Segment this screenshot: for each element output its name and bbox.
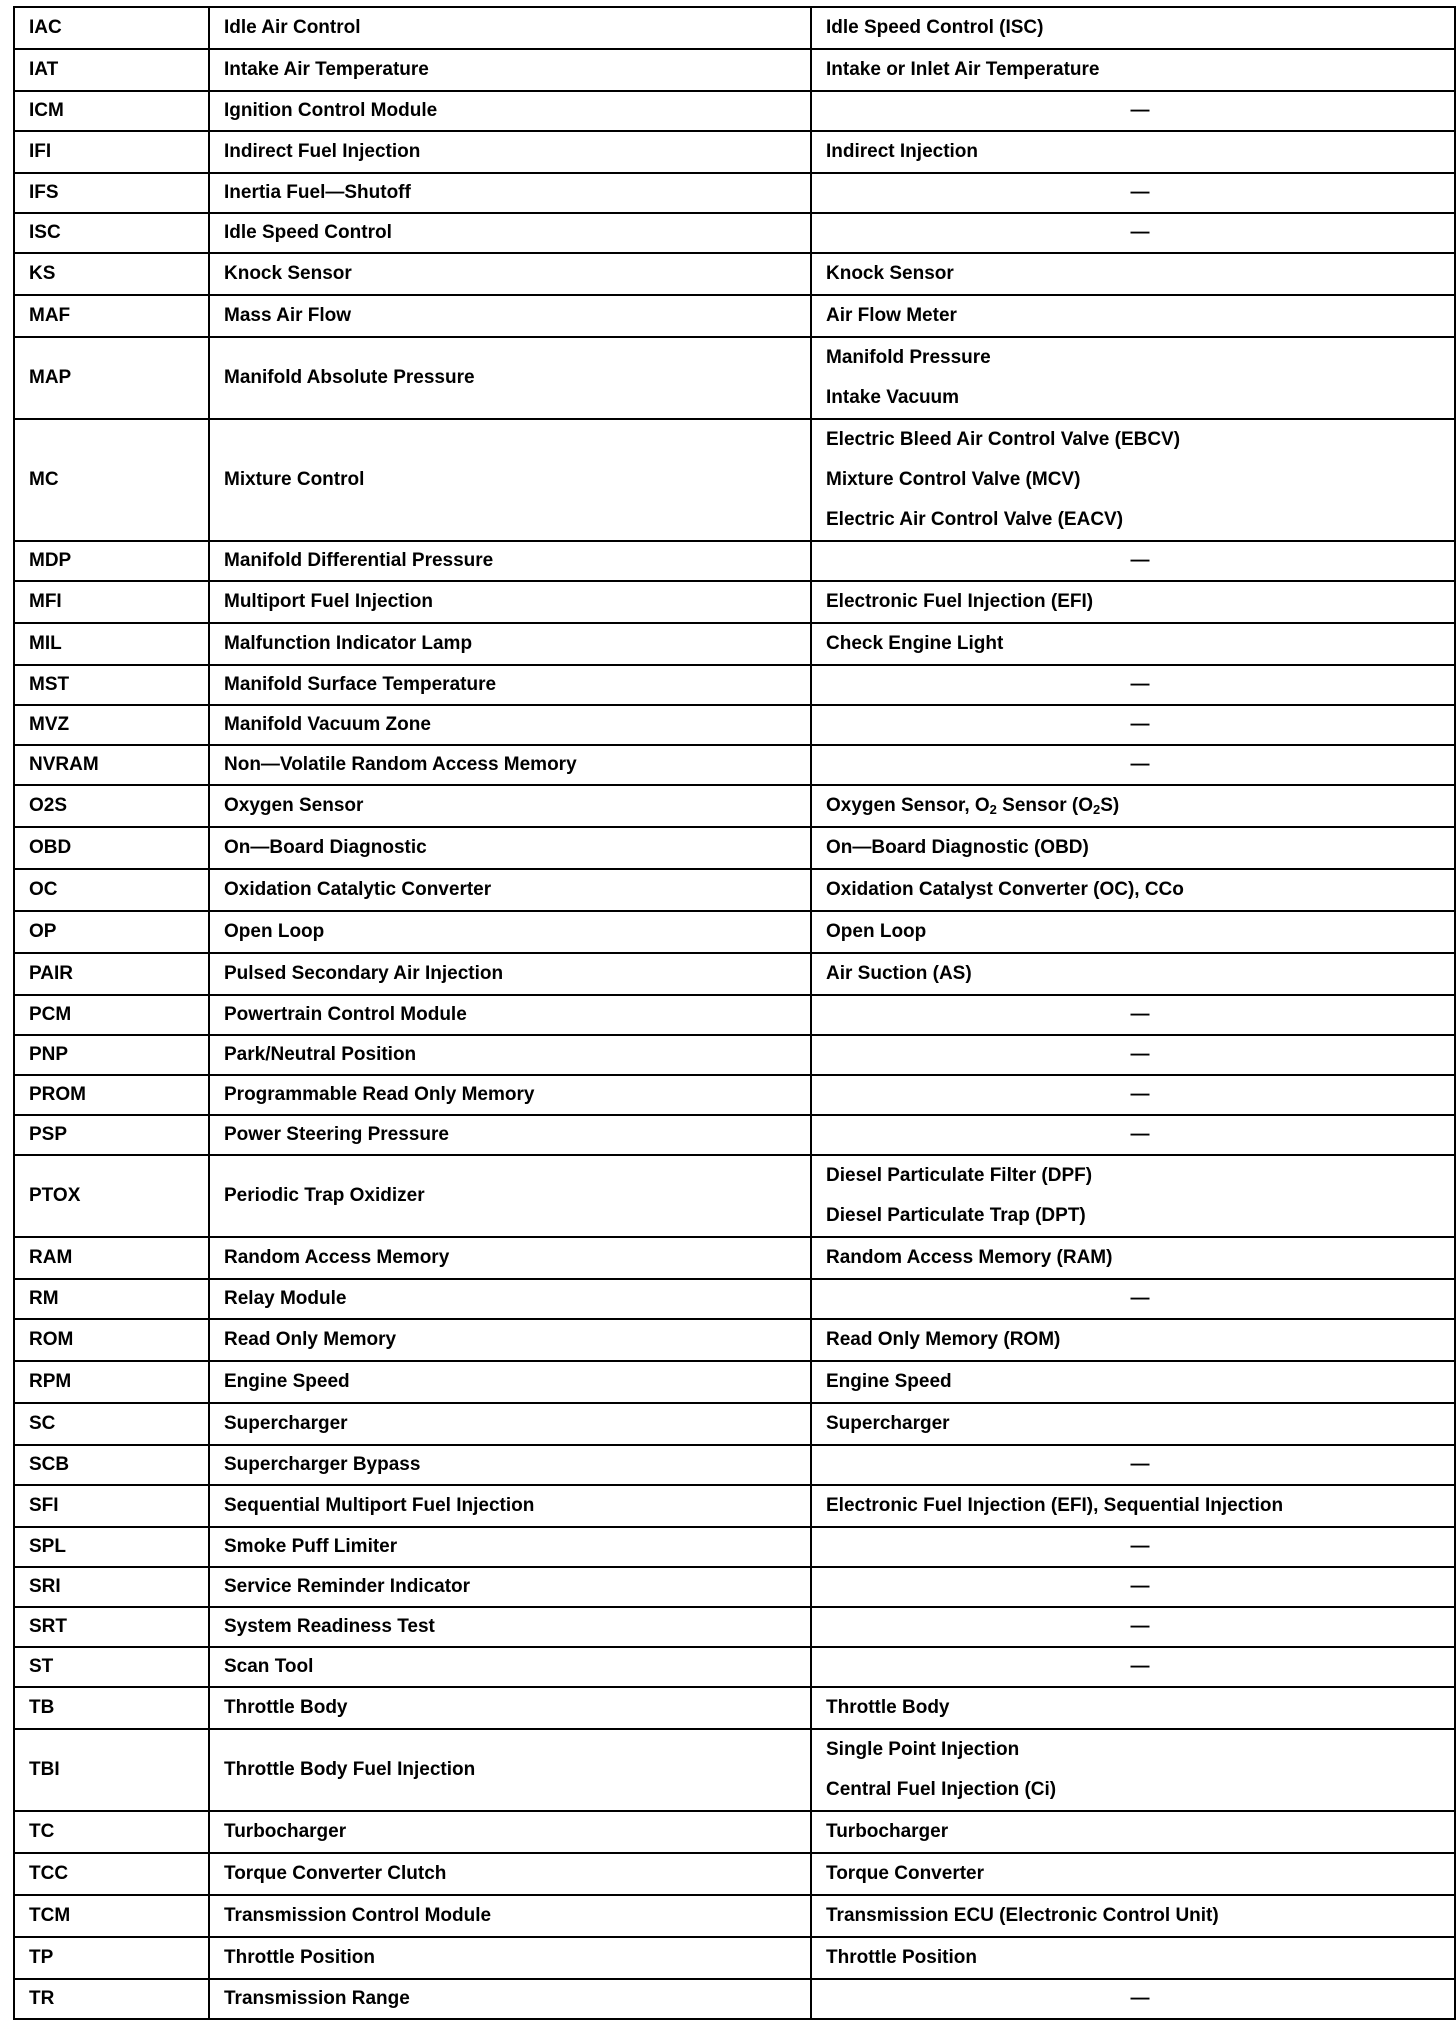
table-row <box>14 295 1455 337</box>
abbreviation-cell: MDP <box>14 541 209 581</box>
term-cell: Park/Neutral Position <box>209 1035 811 1075</box>
equivalent-cell <box>811 581 1455 623</box>
table-row <box>14 1937 1455 1979</box>
term-cell: Read Only Memory <box>209 1319 811 1361</box>
equivalent-term: Indirect Injection <box>826 141 979 162</box>
table-row <box>14 1853 1455 1895</box>
table-row <box>14 1115 1455 1155</box>
equivalent-cell <box>811 1687 1455 1729</box>
term-cell: Throttle Position <box>209 1937 811 1979</box>
equivalent-cell <box>811 419 1455 541</box>
abbreviation-cell: IFI <box>14 131 209 173</box>
table-row <box>14 419 1455 541</box>
term-cell: Multiport Fuel Injection <box>209 581 811 623</box>
equivalent-cell <box>811 1853 1455 1895</box>
equivalent-empty-cell: — <box>811 1115 1455 1155</box>
equivalent-term: Knock Sensor <box>826 263 954 284</box>
abbreviations-table <box>13 6 1456 2020</box>
equivalent-term: Electronic Fuel Injection (EFI) <box>826 591 1094 612</box>
equivalent-cell <box>811 7 1455 49</box>
equivalent-term: Transmission ECU (Electronic Control Unit) <box>826 1905 1219 1926</box>
equivalent-term: Oxidation Catalyst Converter (OC), CCo <box>826 879 1184 900</box>
term-cell: Throttle Body Fuel Injection <box>209 1729 811 1811</box>
term-cell: Oxidation Catalytic Converter <box>209 869 811 911</box>
table-row <box>14 91 1455 131</box>
term-cell: System Readiness Test <box>209 1607 811 1647</box>
term-cell: Oxygen Sensor <box>209 785 811 827</box>
term-cell: Throttle Body <box>209 1687 811 1729</box>
abbreviation-cell: MVZ <box>14 705 209 745</box>
table-row <box>14 785 1455 827</box>
term-cell: Supercharger <box>209 1403 811 1445</box>
table-row <box>14 49 1455 91</box>
equivalent-empty-cell: — <box>811 665 1455 705</box>
table-row <box>14 173 1455 213</box>
abbreviation-cell: SRT <box>14 1607 209 1647</box>
term-cell: Ignition Control Module <box>209 91 811 131</box>
abbreviation-cell: NVRAM <box>14 745 209 785</box>
abbreviation-cell: PNP <box>14 1035 209 1075</box>
equivalent-cell <box>811 827 1455 869</box>
table-body <box>14 7 1455 2019</box>
equivalent-cell <box>811 1729 1455 1811</box>
equivalent-empty-cell: — <box>811 1979 1455 2019</box>
equivalent-cell <box>811 1361 1455 1403</box>
term-cell: Idle Speed Control <box>209 213 811 253</box>
term-cell: Intake Air Temperature <box>209 49 811 91</box>
equivalent-term: Random Access Memory (RAM) <box>826 1247 1113 1268</box>
term-cell: Manifold Surface Temperature <box>209 665 811 705</box>
abbreviation-cell: TR <box>14 1979 209 2019</box>
equivalent-term: Diesel Particulate Trap (DPT) <box>826 1205 1086 1226</box>
term-cell: Idle Air Control <box>209 7 811 49</box>
table-row <box>14 665 1455 705</box>
term-cell: Mass Air Flow <box>209 295 811 337</box>
table-row <box>14 1485 1455 1527</box>
term-cell: Open Loop <box>209 911 811 953</box>
table-row <box>14 1403 1455 1445</box>
term-cell: Manifold Absolute Pressure <box>209 337 811 419</box>
equivalent-cell <box>811 869 1455 911</box>
term-cell: Inertia Fuel—Shutoff <box>209 173 811 213</box>
table-row <box>14 1729 1455 1811</box>
equivalent-term: Oxygen Sensor, $O_2$ Sensor $(O_2S)$ <box>826 795 1120 817</box>
term-cell: Pulsed Secondary Air Injection <box>209 953 811 995</box>
abbreviation-cell: IFS <box>14 173 209 213</box>
table-row <box>14 1607 1455 1647</box>
abbreviation-cell: SCB <box>14 1445 209 1485</box>
term-cell: Engine Speed <box>209 1361 811 1403</box>
term-cell: Manifold Differential Pressure <box>209 541 811 581</box>
equivalent-empty-cell: — <box>811 1607 1455 1647</box>
abbreviation-cell: MST <box>14 665 209 705</box>
table-row <box>14 953 1455 995</box>
abbreviation-cell: SRI <box>14 1567 209 1607</box>
table-row <box>14 1237 1455 1279</box>
equivalent-term: Air Flow Meter <box>826 305 957 326</box>
abbreviation-cell: SC <box>14 1403 209 1445</box>
abbreviation-cell: MC <box>14 419 209 541</box>
equivalent-empty-cell: — <box>811 1279 1455 1319</box>
term-cell: Mixture Control <box>209 419 811 541</box>
equivalent-empty-cell: — <box>811 213 1455 253</box>
table-row <box>14 213 1455 253</box>
table-row <box>14 705 1455 745</box>
abbreviation-cell: OBD <box>14 827 209 869</box>
table-row <box>14 1361 1455 1403</box>
table-row <box>14 1279 1455 1319</box>
equivalent-empty-cell: — <box>811 1445 1455 1485</box>
term-cell: Scan Tool <box>209 1647 811 1687</box>
abbreviation-cell: PSP <box>14 1115 209 1155</box>
equivalent-empty-cell: — <box>811 541 1455 581</box>
term-cell: Random Access Memory <box>209 1237 811 1279</box>
term-cell: Non—Volatile Random Access Memory <box>209 745 811 785</box>
term-cell: Malfunction Indicator Lamp <box>209 623 811 665</box>
equivalent-term: Intake Vacuum <box>826 387 960 408</box>
term-cell: Transmission Control Module <box>209 1895 811 1937</box>
equivalent-term: Intake or Inlet Air Temperature <box>826 59 1100 80</box>
equivalent-term: Turbocharger <box>826 1821 949 1842</box>
abbreviation-cell: ROM <box>14 1319 209 1361</box>
equivalent-cell <box>811 1811 1455 1853</box>
abbreviation-cell: TBI <box>14 1729 209 1811</box>
abbreviation-cell: O2S <box>14 785 209 827</box>
abbreviation-cell: PTOX <box>14 1155 209 1237</box>
table-row <box>14 1527 1455 1567</box>
table-row <box>14 541 1455 581</box>
table-row <box>14 995 1455 1035</box>
abbreviation-cell: OP <box>14 911 209 953</box>
equivalent-empty-cell: — <box>811 995 1455 1035</box>
abbreviation-cell: ST <box>14 1647 209 1687</box>
term-cell: Sequential Multiport Fuel Injection <box>209 1485 811 1527</box>
equivalent-cell <box>811 1155 1455 1237</box>
equivalent-term: Idle Speed Control (ISC) <box>826 17 1044 38</box>
equivalent-empty-cell: — <box>811 1527 1455 1567</box>
table-row <box>14 1895 1455 1937</box>
abbreviation-cell: TC <box>14 1811 209 1853</box>
equivalent-term: Check Engine Light <box>826 633 1004 654</box>
equivalent-term: Air Suction (AS) <box>826 963 972 984</box>
equivalent-term: Central Fuel Injection (Ci) <box>826 1779 1057 1800</box>
table-row <box>14 7 1455 49</box>
equivalent-term: Torque Converter <box>826 1863 985 1884</box>
equivalent-empty-cell: — <box>811 91 1455 131</box>
term-cell: Indirect Fuel Injection <box>209 131 811 173</box>
term-cell: Relay Module <box>209 1279 811 1319</box>
abbreviation-cell: TCM <box>14 1895 209 1937</box>
term-cell: Knock Sensor <box>209 253 811 295</box>
table-row <box>14 1567 1455 1607</box>
equivalent-term: Single Point Injection <box>826 1739 1020 1760</box>
equivalent-cell <box>811 1937 1455 1979</box>
abbreviation-cell: SFI <box>14 1485 209 1527</box>
equivalent-term: Manifold Pressure <box>826 347 991 368</box>
abbreviation-cell: PROM <box>14 1075 209 1115</box>
table-row <box>14 1155 1455 1237</box>
equivalent-cell <box>811 623 1455 665</box>
term-cell: Periodic Trap Oxidizer <box>209 1155 811 1237</box>
equivalent-cell <box>811 131 1455 173</box>
equivalent-term: Electric Bleed Air Control Valve (EBCV) <box>826 429 1181 450</box>
equivalent-term: Read Only Memory (ROM) <box>826 1329 1061 1350</box>
table-row <box>14 1647 1455 1687</box>
equivalent-term: Throttle Body <box>826 1697 950 1718</box>
abbreviation-cell: TP <box>14 1937 209 1979</box>
abbreviation-cell: SPL <box>14 1527 209 1567</box>
table-row <box>14 869 1455 911</box>
equivalent-empty-cell: — <box>811 1647 1455 1687</box>
equivalent-cell <box>811 1403 1455 1445</box>
abbreviation-cell: RAM <box>14 1237 209 1279</box>
table-row <box>14 1319 1455 1361</box>
abbreviation-cell: RM <box>14 1279 209 1319</box>
table-row <box>14 827 1455 869</box>
table-row <box>14 581 1455 623</box>
term-cell: Supercharger Bypass <box>209 1445 811 1485</box>
equivalent-empty-cell: — <box>811 705 1455 745</box>
equivalent-empty-cell: — <box>811 1075 1455 1115</box>
table-row <box>14 1979 1455 2019</box>
equivalent-empty-cell: — <box>811 173 1455 213</box>
abbreviation-cell: OC <box>14 869 209 911</box>
equivalent-term: Engine Speed <box>826 1371 952 1392</box>
table-row <box>14 337 1455 419</box>
equivalent-term: Throttle Position <box>826 1947 977 1968</box>
abbreviation-cell: MFI <box>14 581 209 623</box>
term-cell: Powertrain Control Module <box>209 995 811 1035</box>
equivalent-cell <box>811 1319 1455 1361</box>
table-row <box>14 745 1455 785</box>
abbreviation-cell: MAP <box>14 337 209 419</box>
equivalent-term: Open Loop <box>826 921 927 942</box>
abbreviation-cell: KS <box>14 253 209 295</box>
equivalent-cell <box>811 953 1455 995</box>
equivalent-term: On—Board Diagnostic (OBD) <box>826 837 1089 858</box>
abbreviation-cell: ICM <box>14 91 209 131</box>
abbreviation-cell: IAT <box>14 49 209 91</box>
term-cell: Service Reminder Indicator <box>209 1567 811 1607</box>
equivalent-term: Electric Air Control Valve (EACV) <box>826 509 1124 530</box>
equivalent-cell <box>811 337 1455 419</box>
table-row <box>14 1075 1455 1115</box>
term-cell: Turbocharger <box>209 1811 811 1853</box>
equivalent-cell <box>811 295 1455 337</box>
equivalent-cell <box>811 785 1455 827</box>
term-cell: On—Board Diagnostic <box>209 827 811 869</box>
table-row <box>14 1687 1455 1729</box>
equivalent-empty-cell: — <box>811 1035 1455 1075</box>
term-cell: Manifold Vacuum Zone <box>209 705 811 745</box>
equivalent-empty-cell: — <box>811 745 1455 785</box>
abbreviation-cell: PAIR <box>14 953 209 995</box>
term-cell: Transmission Range <box>209 1979 811 2019</box>
equivalent-term: Supercharger <box>826 1413 950 1434</box>
equivalent-cell <box>811 253 1455 295</box>
equivalent-cell <box>811 1485 1455 1527</box>
abbreviation-cell: MAF <box>14 295 209 337</box>
equivalent-term: Electronic Fuel Injection (EFI), Sequential Injection <box>826 1495 1284 1516</box>
abbreviation-cell: RPM <box>14 1361 209 1403</box>
table-row <box>14 253 1455 295</box>
table-row <box>14 1811 1455 1853</box>
equivalent-cell <box>811 1895 1455 1937</box>
equivalent-cell <box>811 49 1455 91</box>
abbreviation-cell: MIL <box>14 623 209 665</box>
abbreviation-cell: TB <box>14 1687 209 1729</box>
equivalent-empty-cell: — <box>811 1567 1455 1607</box>
equivalent-cell <box>811 1237 1455 1279</box>
table-row <box>14 1445 1455 1485</box>
table-row <box>14 911 1455 953</box>
abbreviation-cell: ISC <box>14 213 209 253</box>
equivalent-term: Diesel Particulate Filter (DPF) <box>826 1165 1093 1186</box>
table-row <box>14 131 1455 173</box>
abbreviation-cell: PCM <box>14 995 209 1035</box>
abbreviation-cell: TCC <box>14 1853 209 1895</box>
term-cell: Power Steering Pressure <box>209 1115 811 1155</box>
table-row <box>14 1035 1455 1075</box>
abbreviation-cell: IAC <box>14 7 209 49</box>
table-row <box>14 623 1455 665</box>
term-cell: Programmable Read Only Memory <box>209 1075 811 1115</box>
equivalent-term: Mixture Control Valve (MCV) <box>826 469 1081 490</box>
term-cell: Torque Converter Clutch <box>209 1853 811 1895</box>
equivalent-cell <box>811 911 1455 953</box>
term-cell: Smoke Puff Limiter <box>209 1527 811 1567</box>
